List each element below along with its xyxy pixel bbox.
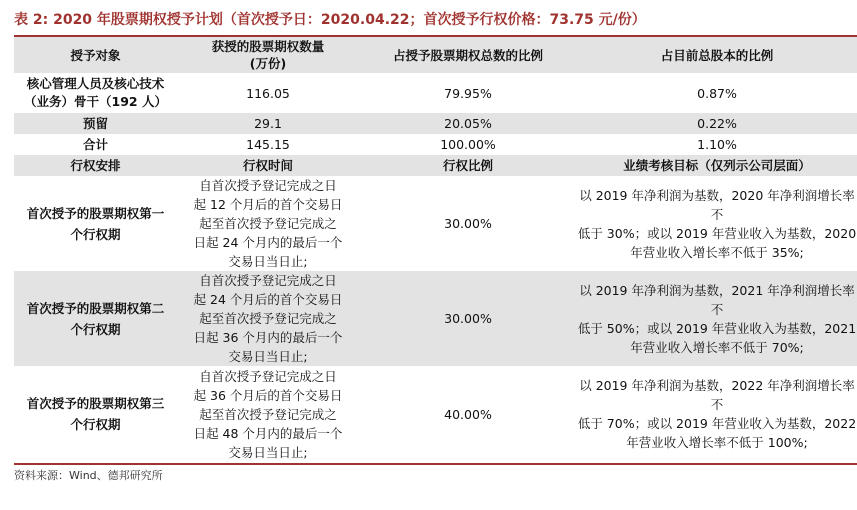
row-pct-share: 0.22% (577, 113, 857, 134)
exercise-ratio: 30.00% (359, 271, 577, 366)
performance-target-text: 以 2019 年净利润为基数，2022 年净利润增长率不 低于 70%；或以 2019 年营业收入为基数，2022 年营业收入增长率不低于 100%; (577, 378, 857, 450)
exercise-time-text: 自首次授予登记完成之日 起 24 个月后的首个交易日 起至首次授予登记完成之 日起 36 个月内的最后一个 交易日当日止; (193, 273, 343, 364)
exercise-time (177, 176, 359, 271)
header-granted-quantity (177, 37, 359, 73)
performance-target-text: 以 2019 年净利润为基数，2020 年净利润增长率不 低于 30%；或以 2019 年营业收入为基数，2020 年营业收入增长率不低于 35%; (577, 187, 857, 260)
row-pct-grant: 20.05% (359, 113, 577, 134)
header-grant-target: 授予对象 (14, 37, 177, 73)
source-note: 资料来源：Wind、德邦研究所 (14, 469, 163, 482)
exercise-time (177, 271, 359, 366)
exercise-header-row (14, 155, 857, 176)
row-qty: 29.1 (177, 113, 359, 134)
exercise-period-name (14, 176, 177, 271)
exercise-period-name-text: 首次授予的股票期权第二 个行权期 (26, 300, 165, 337)
table-row (14, 366, 857, 462)
performance-target (577, 176, 857, 271)
header-granted-quantity-text: 获授的股票期权数量 (万份) (211, 39, 325, 71)
table-row (14, 176, 857, 271)
exercise-period-name (14, 271, 177, 366)
exercise-period-name-text: 首次授予的股票期权第三 个行权期 (26, 396, 165, 432)
header-pct-of-grant: 占授予股票期权总数的比例 (359, 37, 577, 73)
table-row (14, 113, 857, 134)
row-target (14, 73, 177, 113)
header-exercise-ratio: 行权比例 (359, 155, 577, 176)
row-pct-grant: 79.95% (444, 85, 492, 101)
row-qty: 116.05 (246, 85, 290, 101)
table-row (14, 271, 857, 366)
row-pct-share: 0.87% (697, 85, 737, 101)
summary-header-row (14, 37, 857, 73)
exercise-period-name (14, 366, 177, 462)
header-pct-of-share: 占目前总股本的比例 (577, 37, 857, 73)
table-row (14, 73, 857, 113)
exercise-time-text: 自首次授予登记完成之日 起 36 个月后的首个交易日 起至首次授予登记完成之 日起 48 个月内的最后一个 交易日当日止; (193, 368, 343, 460)
performance-target (577, 366, 857, 462)
exercise-ratio: 30.00% (444, 216, 492, 231)
table-title: 表 2: 2020 年股票期权授予计划（首次授予日：2020.04.22；首次授予行权价格：73.75 元/份） (14, 12, 646, 28)
exercise-time (177, 366, 359, 462)
performance-target-text: 以 2019 年净利润为基数，2021 年净利润增长率不 低于 50%；或以 2019 年营业收入为基数，2021 年营业收入增长率不低于 70%; (577, 282, 857, 355)
row-target: 预留 (14, 113, 177, 134)
row-target: 合计 (82, 137, 108, 152)
exercise-period-name-text: 首次授予的股票期权第一 个行权期 (26, 205, 165, 242)
exercise-time-text: 自首次授予登记完成之日 起 12 个月后的首个交易日 起至首次授予登记完成之 日起 24 个月内的最后一个 交易日当日止; (193, 178, 343, 269)
row-pct-share: 1.10% (697, 137, 737, 152)
bottom-rule (14, 463, 857, 465)
header-exercise-time: 行权时间 (177, 155, 359, 176)
row-target-text: 核心管理人员及核心技术 （业务）骨干（192 人） (24, 76, 167, 109)
stock-option-table (14, 37, 857, 462)
header-performance-target: 业绩考核目标（仅列示公司层面） (577, 155, 857, 176)
header-exercise-arrangement: 行权安排 (14, 155, 177, 176)
exercise-ratio: 40.00% (444, 406, 492, 422)
performance-target (577, 271, 857, 366)
table-row (14, 134, 857, 155)
row-pct-grant: 100.00% (440, 137, 496, 152)
row-qty: 145.15 (246, 137, 290, 152)
